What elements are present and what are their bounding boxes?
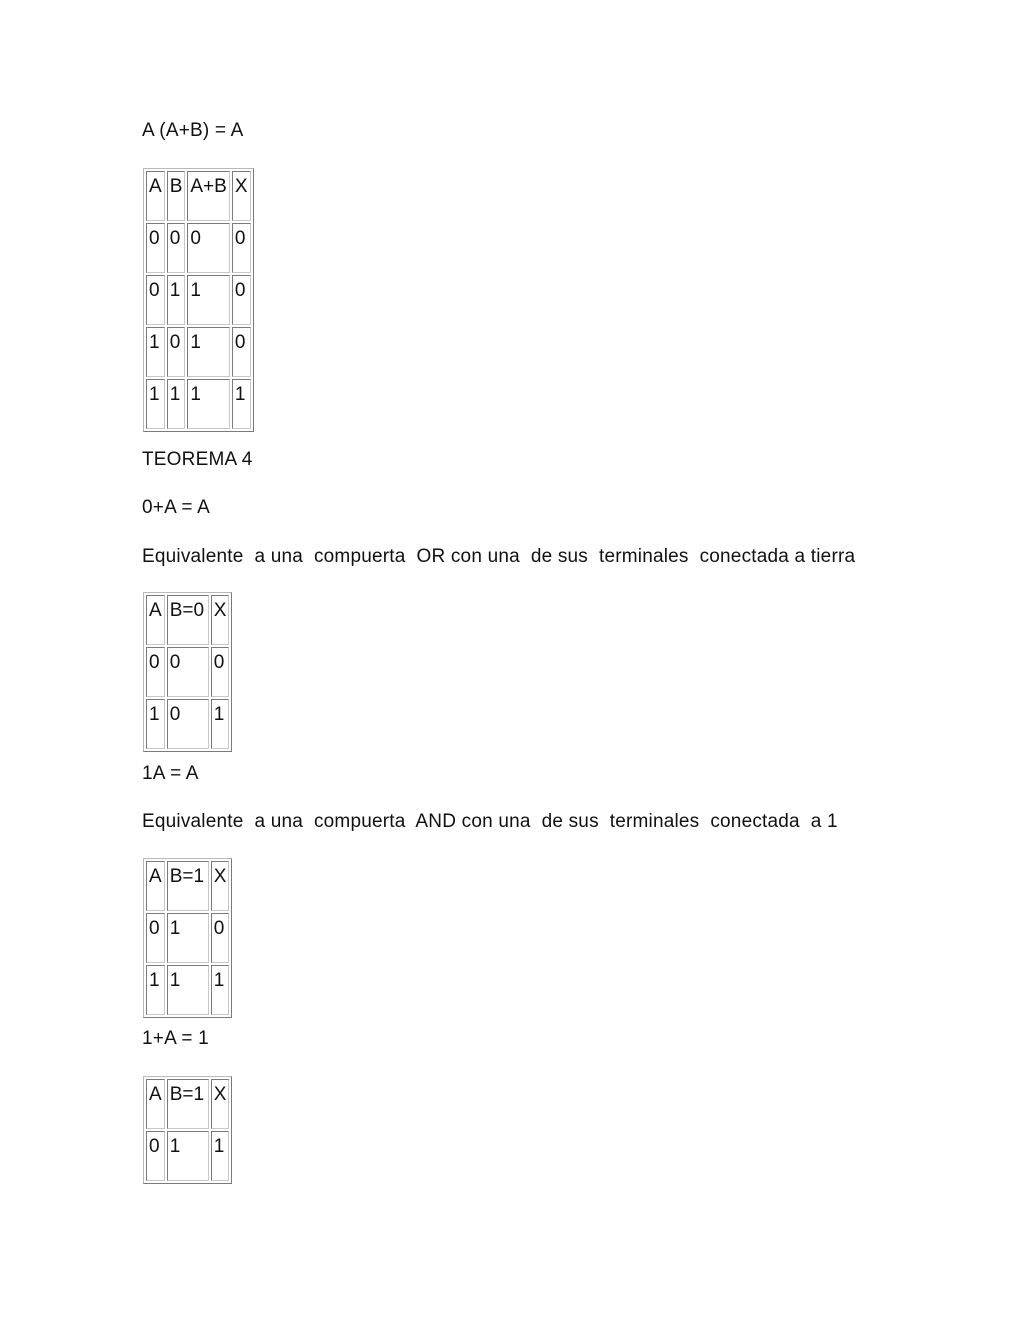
truth-table-absorption	[143, 168, 254, 432]
table-row	[146, 965, 229, 1015]
table-row	[146, 699, 229, 749]
table-row	[146, 1131, 229, 1181]
table-row	[146, 327, 251, 377]
table-row	[146, 379, 251, 429]
table-cell: 0	[146, 913, 165, 963]
table-cell: 1	[232, 379, 251, 429]
truth-table-and-one	[143, 858, 232, 1018]
table-cell: 0	[211, 647, 230, 697]
table-row	[146, 647, 229, 697]
table-header-row	[146, 595, 229, 645]
table-header-cell: A	[146, 1079, 165, 1129]
table-cell: 0	[167, 327, 186, 377]
equation-null-or: 1+A = 1	[142, 1028, 209, 1049]
table-cell: 0	[167, 699, 209, 749]
table-cell: 1	[167, 965, 209, 1015]
table-cell: 0	[232, 275, 251, 325]
table-header-row	[146, 861, 229, 911]
table-cell: 0	[211, 913, 230, 963]
table-cell: 0	[146, 275, 165, 325]
table-cell: 1	[167, 913, 209, 963]
table-header-cell: B=1	[167, 861, 209, 911]
table-row	[146, 223, 251, 273]
table-cell: 0	[167, 647, 209, 697]
table-header-row	[146, 171, 251, 221]
equation-identity-and: 1A = A	[142, 763, 199, 784]
table-cell: 0	[232, 223, 251, 273]
table-header-cell: B=1	[167, 1079, 209, 1129]
table-header-cell: B=0	[167, 595, 209, 645]
table-cell: 0	[146, 647, 165, 697]
equation-identity-or: 0+A = A	[142, 497, 210, 518]
table-row	[146, 913, 229, 963]
table-header-cell: A	[146, 861, 165, 911]
table-cell: 1	[167, 379, 186, 429]
table-cell: 1	[146, 965, 165, 1015]
table-header-cell: A	[146, 171, 165, 221]
theorem-heading: TEOREMA 4	[142, 449, 253, 470]
table-cell: 1	[187, 275, 229, 325]
table-cell: 1	[211, 965, 230, 1015]
table-cell: 0	[146, 223, 165, 273]
table-cell: 0	[167, 223, 186, 273]
truth-table-or-ground	[143, 592, 232, 752]
table-cell: 1	[167, 1131, 209, 1181]
truth-table-or-one	[143, 1076, 232, 1184]
table-cell: 1	[187, 327, 229, 377]
equation-absorption: A (A+B) = A	[142, 120, 244, 141]
table-header-cell: B	[167, 171, 186, 221]
table-cell: 1	[146, 699, 165, 749]
table-cell: 0	[232, 327, 251, 377]
table-row	[146, 275, 251, 325]
table-cell: 1	[211, 1131, 230, 1181]
table-header-cell: X	[232, 171, 251, 221]
table-cell: 0	[187, 223, 229, 273]
table-cell: 0	[146, 1131, 165, 1181]
description-or-gate: Equivalente a una compuerta OR con una de sus terminales conectada a tierra	[142, 546, 856, 567]
table-header-cell: A	[146, 595, 165, 645]
table-cell: 1	[187, 379, 229, 429]
table-header-cell: X	[211, 595, 230, 645]
table-header-row	[146, 1079, 229, 1129]
table-header-cell: A+B	[187, 171, 229, 221]
description-and-gate: Equivalente a una compuerta AND con una de sus terminales conectada a 1	[142, 811, 838, 832]
table-cell: 1	[146, 327, 165, 377]
table-cell: 1	[167, 275, 186, 325]
table-header-cell: X	[211, 861, 230, 911]
table-cell: 1	[146, 379, 165, 429]
table-cell: 1	[211, 699, 230, 749]
table-header-cell: X	[211, 1079, 230, 1129]
